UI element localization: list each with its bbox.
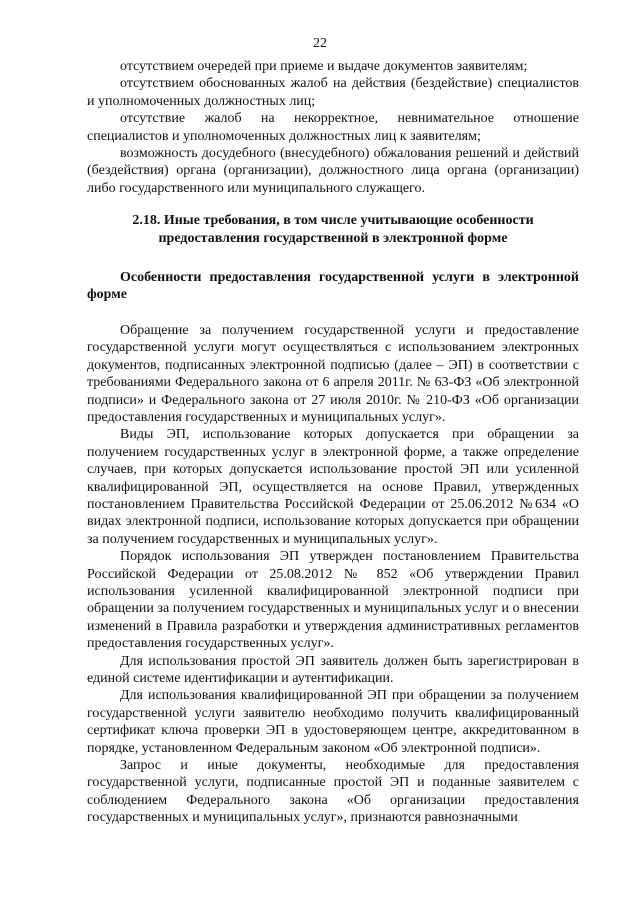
intro-item: отсутствием обоснованных жалоб на действия (бездействие) специалистов и уполномоченных должностных лиц; <box>87 76 579 109</box>
document-body <box>87 58 579 827</box>
intro-item: отсутствием очередей при приеме и выдаче документов заявителям; <box>120 59 528 74</box>
paragraph: Запрос и иные документы, необходимые для предоставления государственной услуги, подписанные простой ЭП и поданные заявителем с соблюдением Федерального закона «Об организации предоставления государственных и муниципальных услуг», признаются равнозначными <box>87 758 579 826</box>
subheading: Особенности предоставления государственной услуги в электронной форме <box>87 270 579 303</box>
paragraph: Для использования квалифицированной ЭП при обращении за получением государственной услуги заявителю необходимо получить квалифицированный сертификат ключа проверки ЭП в удостоверяющем центре, аккредитованном в порядке, установленном Федеральным законом «Об электронной подписи». <box>87 688 579 756</box>
intro-item: отсутствие жалоб на некорректное, невнимательное отношение специалистов и уполномоченных должностных лиц к заявителям; <box>87 111 579 144</box>
paragraph: Виды ЭП, использование которых допускается при обращении за получением государственных услуг в электронной форме, а также определение случаев, при которых допускается использование простой ЭП или усиленной квалифицированной ЭП, осуществляется на основе Правил, утвержденных постановлением Правительства Российской Федерации от 25.06.2012 №634 «О видах электронной подписи, использование которых допускается при обращении за получением государственных и муниципальных услуг». <box>87 427 579 547</box>
paragraph: Обращение за получением государственной услуги и предоставление государственной услуги могут осуществляться с использованием электронных документов, подписанных электронной подписью (далее – ЭП) в соответствии с требованиями Федерального закона от 6 апреля 2011г. № 63-ФЗ «Об электронной подписи» и Федерального закона от 27 июля 2010г. № 210-ФЗ «Об организации предоставления государственных и муниципальных услуг». <box>87 322 579 425</box>
page-number: 22 <box>313 36 327 51</box>
paragraph: Порядок использования ЭП утвержден постановлением Правительства Российской Федерации от 25.08.2012 № 852 «Об утверждении Правил использования усиленной квалифицированной электронной подписи при обращении за получением государственных и муниципальных услуг и о внесении изменений в Правила разработки и утверждения административных регламентов предоставления государственных услуг». <box>87 549 579 652</box>
section-heading: 2.18. Иные требования, в том числе учитывающие особенности предоставления государственной в электронной форме <box>132 213 534 246</box>
paragraph: Для использования простой ЭП заявитель должен быть зарегистрирован в единой системе идентификации и аутентификации. <box>87 653 579 686</box>
intro-item: возможность досудебного (внесудебного) обжалования решений и действий (бездействия) органа (организации), должностного лица органа (организации) либо государственного или муниципального служащего. <box>87 146 579 196</box>
